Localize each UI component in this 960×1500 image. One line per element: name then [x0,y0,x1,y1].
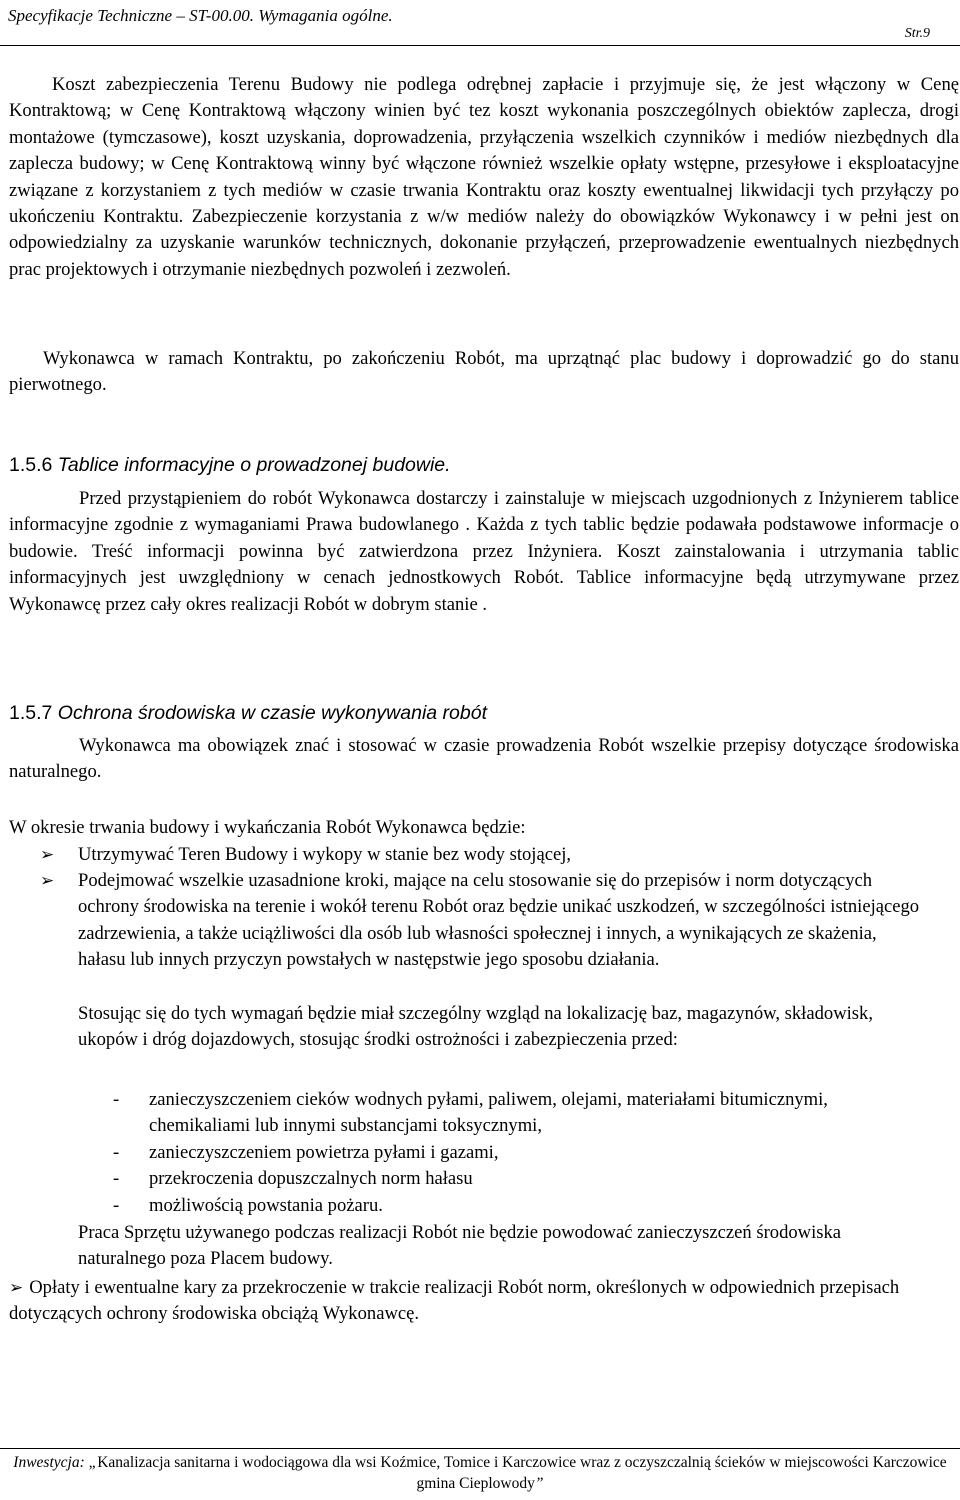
arrow-bullet-icon: ➢ [9,1278,24,1297]
dash-list-item-text: zanieczyszczeniem cieków wodnych pyłami, paliwem, olejami, materiałami bitumicznymi, chemikaliami lub innymi substancjami toksycznymi, [149,1089,828,1137]
dash-marker: - [113,1089,120,1110]
arrow-bullet-icon: ➢ [40,845,55,864]
section-number: 1.5.6 [9,454,53,476]
section-title: Ochrona środowiska w czasie wykonywania robót [57,702,487,724]
paragraph-contractor-obligations-intro: W okresie trwania budowy i wykańczania Robót Wykonawca będzie: [9,817,526,838]
list-item-text: Opłaty i ewentualne kary za przekroczenie w trakcie realizacji Robót norm, określonych w odpowiednich przepisach dotyczących ochrony środowiska obciążą Wykonawcę. [9,1277,900,1325]
dash-list-item [113,1193,893,1219]
paragraph-precautions: Stosując się do tych wymagań będzie miał szczególny wzgląd na lokalizację baz, magazynów, składowisk, ukopów i dróg dojazdowych, stosując środki ostrożności i zabezpieczenia przed: [78,1003,873,1051]
paragraph-environment-duty: Wykonawca ma obowiązek znać i stosować w czasie prowadzenia Robót wszelkie przepisy dotyczące środowiska naturalnego. [9,735,959,783]
dash-list-item [113,1087,893,1140]
footer-close-quote: ” [534,1475,544,1492]
dash-marker: - [113,1142,120,1163]
dash-list-item-text: przekroczenia dopuszczalnych norm hałasu [149,1168,473,1189]
arrow-bullet-icon: ➢ [40,871,55,890]
section-title: Tablice informacyjne o prowadzonej budowie. [57,454,451,476]
page-header [0,0,960,48]
page-footer [0,1452,960,1494]
footer-label: Inwestycja: [13,1454,89,1471]
dash-marker: - [113,1195,120,1216]
paragraph-information-boards: Przed przystąpieniem do robót Wykonawca dostarczy i zainstaluje w miejscach uzgodnionych z Inżynierem tablice informacyjne zgodnie z wymaganiami Prawa budowlanego . Każda z tych tablic będzie podawała podstawowe informacje o budowie. Treść informacji powinna być zatwierdzona przez Inżyniera. Koszt zainstalowania i utrzymania tablic informacyjnych jest uwzględniony w cenach jednostkowych Robót. Tablice informacyjne będą utrzymywane przez Wykonawcę przez cały okres realizacji Robót w dobrym stanie . [9,488,959,615]
list-item [9,1275,959,1328]
dash-marker: - [113,1168,120,1189]
paragraph-site-cleanup: Wykonawca w ramach Kontraktu, po zakończeniu Robót, ma uprzątnąć plac budowy i doprowadzić go do stanu pierwotnego. [9,348,959,396]
list-item [40,842,920,868]
list-item-text: Utrzymywać Teren Budowy i wykopy w stanie bez wody stojącej, [78,844,572,865]
paragraph-equipment-pollution: Praca Sprzętu używanego podczas realizacji Robót nie będzie powodować zanieczyszczeń środowiska naturalnego poza Placem budowy. [78,1222,842,1270]
dash-list-item-text: możliwością powstania pożaru. [149,1195,383,1216]
header-title: Specyfikacje Techniczne – ST-00.00. Wymagania ogólne. [8,6,393,25]
header-divider [0,45,960,46]
section-number: 1.5.7 [9,702,53,724]
page-number: Str.9 [904,26,930,41]
dash-list-item [113,1140,893,1166]
paragraph-site-security-cost: Koszt zabezpieczenia Terenu Budowy nie podlega odrębnej zapłacie i przyjmuje się, że jest włączony w Cenę Kontraktową; w Cenę Kontraktową włączony winien być tez koszt wykonania poszczególnych obiektów zaplecza, drogi montażowe (tymczasowe), koszt uzyskania, doprowadzenia, przyłączenia wszelkich czynników i mediów niezbędnych dla zaplecza budowy; w Cenę Kontraktową winny być włączone również wszelkie opłaty wstępne, przesyłowe i eksploatacyjne związane z korzystaniem z tych mediów w czasie trwania Kontraktu oraz koszty ewentualnej likwidacji tych przyłączy po ukończeniu Kontraktu. Zabezpieczenie korzystania z w/w mediów należy do obowiązków Wykonawcy i w pełni jest on odpowiedzialny za uzyskanie warunków technicznych, dokonanie przyłączeń, przeprowadzenie ewentualnych niezbędnych prac projektowych i otrzymanie niezbędnych pozwoleń i zezwoleń. [9,74,959,280]
footer-open-quote: „ [88,1454,98,1471]
list-item-text: Podejmować wszelkie uzasadnione kroki, mające na celu stosowanie się do przepisów i norm dotyczących ochrony środowiska na terenie i wokół terenu Robót oraz będzie unikać uszkodzeń, w szczególności istniejącego zadrzewienia, a także uciążliwości dla osób lub własności społecznej i innych, a wynikających ze skażenia, hałasu lub innych przyczyn powstałych w następstwie jego sposobu działania. [78,870,920,971]
dash-list-item [113,1166,893,1192]
dash-list-item-text: zanieczyszczeniem powietrza pyłami i gazami, [149,1142,499,1163]
list-item [40,868,920,974]
footer-divider [0,1448,960,1449]
footer-project-name: Kanalizacja sanitarna i wodociągowa dla wsi Koźmice, Tomice i Karczowice wraz z oczyszczalnią ścieków w miejscowości Karczowice gmina Cieplowody [97,1454,947,1492]
section-heading-1-5-7 [9,700,487,726]
section-heading-1-5-6 [9,452,451,478]
